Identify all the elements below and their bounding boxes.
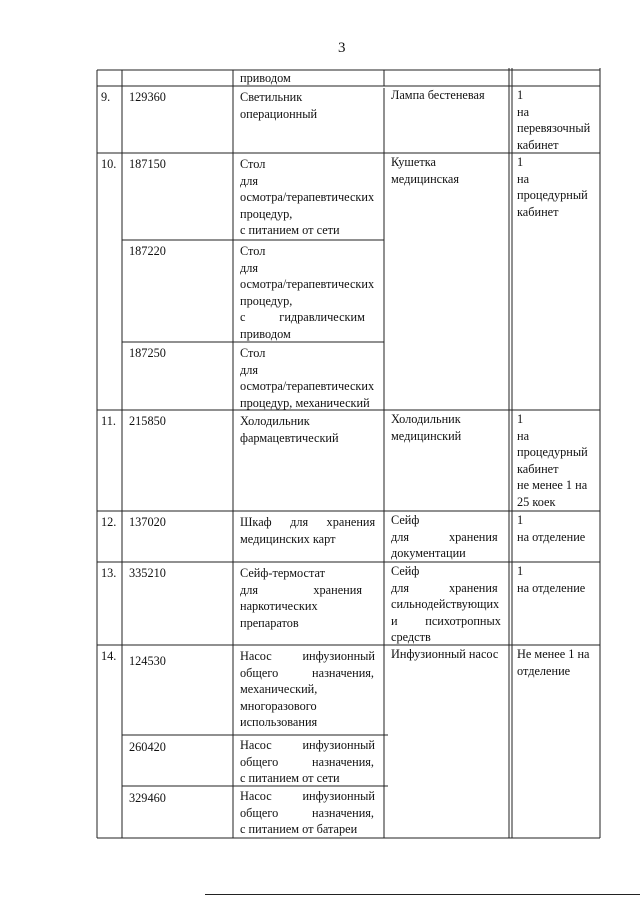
device-code: 335210 [129, 566, 166, 580]
cont-device-text: приводом [240, 71, 291, 85]
device-name: Сейф для хранения документации [391, 513, 498, 560]
row-number: 10. [101, 157, 117, 171]
device-type: Насос инфузионный общего назначения, с питанием от батареи [240, 789, 376, 836]
quantity: 1 на перевязочный кабинет [517, 88, 591, 152]
row-number: 11. [101, 414, 116, 428]
device-type: Стол для осмотра/терапевтических процедур, с питанием от сети [240, 157, 375, 237]
device-code: 187150 [129, 157, 166, 171]
device-type: Стол для осмотра/терапевтических процедур, механический [240, 346, 375, 410]
device-type: Стол для осмотра/терапевтических процедур, с гидравлическим приводом [240, 244, 375, 341]
device-type: Светильник операционный [240, 90, 318, 121]
device-code: 260420 [129, 740, 166, 754]
device-type: Насос инфузионный общего назначения, механический, многоразового использования [240, 649, 376, 729]
quantity: 1 на отделение [517, 513, 586, 544]
scan-edge-line [205, 894, 640, 895]
row-number: 13. [101, 566, 117, 580]
device-code: 124530 [129, 654, 166, 668]
row-number: 14. [101, 649, 117, 663]
quantity: Не менее 1 на отделение [517, 647, 590, 678]
device-type: Сейф-термостат для хранения наркотических препаратов [240, 566, 362, 630]
device-code: 137020 [129, 515, 166, 529]
row-number: 12. [101, 515, 117, 529]
device-type: Холодильник фармацевтический [240, 414, 339, 445]
device-name: Сейф для хранения сильнодействующих и психотропных средств [391, 564, 501, 644]
device-code: 215850 [129, 414, 166, 428]
page-number: 3 [338, 40, 346, 56]
device-type: Насос инфузионный общего назначения, с питанием от сети [240, 738, 376, 785]
device-code: 129360 [129, 90, 166, 104]
device-code: 187220 [129, 244, 166, 258]
device-name: Кушетка медицинская [391, 155, 460, 186]
device-name: Холодильник медицинский [391, 412, 462, 443]
device-type: Шкаф для хранения медицинских карт [240, 515, 376, 546]
quantity: 1 на процедурный кабинет не менее 1 на 25 коек [517, 412, 588, 509]
quantity: 1 на отделение [517, 564, 586, 595]
row-number: 9. [101, 90, 111, 104]
device-code: 329460 [129, 791, 166, 805]
device-name: Инфузионный насос [391, 647, 499, 661]
device-name: Лампа бестеневая [391, 88, 485, 102]
quantity: 1 на процедурный кабинет [517, 155, 588, 219]
device-code: 187250 [129, 346, 166, 360]
